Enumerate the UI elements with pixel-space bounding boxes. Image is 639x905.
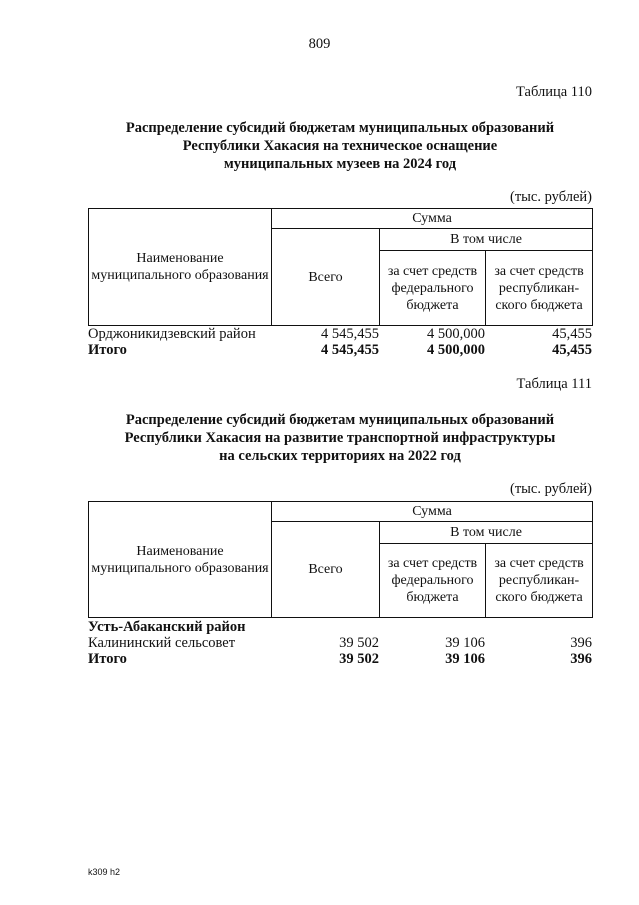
table-row	[88, 326, 592, 342]
row-total: 39 502	[339, 635, 379, 651]
row-republic: 45,455	[552, 326, 592, 342]
header-federal: за счет средств федерального бюджета	[380, 544, 486, 618]
title-line: Распределение субсидий бюджетам муниципальных образований	[125, 412, 555, 428]
header-republic: за счет средств республикан-ского бюджета	[486, 544, 593, 618]
row-federal: 4 500,000	[427, 342, 485, 358]
table-110-label: Таблица 110	[516, 84, 592, 100]
footer-code: k309 h2	[88, 867, 121, 877]
total-row	[88, 342, 592, 358]
title-line: муниципальных музеев на 2024 год	[223, 156, 457, 172]
header-name: Наименование муниципального образования	[89, 209, 272, 326]
total-row	[88, 651, 592, 667]
header-total: Всего	[272, 522, 380, 618]
header-name: Наименование муниципального образования	[89, 502, 272, 618]
table-111-title	[88, 411, 592, 465]
row-name: Калининский сельсовет	[88, 635, 236, 651]
row-name: Итого	[88, 342, 127, 358]
table-110-title	[88, 119, 592, 173]
row-federal: 4 500,000	[427, 326, 485, 342]
table-110-body	[88, 326, 592, 358]
row-name: Итого	[88, 651, 127, 667]
group-row	[88, 619, 592, 635]
units-label: (тыс. рублей)	[510, 189, 592, 205]
row-total: 4 545,455	[321, 326, 379, 342]
header-republic: за счет средств республикан-ского бюджета	[486, 251, 593, 326]
header-including: В том числе	[380, 522, 593, 544]
title-line: Республики Хакасия на развитие транспортной инфраструктуры	[124, 430, 556, 446]
row-republic: 396	[570, 635, 592, 651]
header-federal: за счет средств федерального бюджета	[380, 251, 486, 326]
header-including: В том числе	[380, 229, 593, 251]
header-total: Всего	[272, 229, 380, 326]
units-label: (тыс. рублей)	[510, 481, 592, 497]
row-federal: 39 106	[445, 651, 485, 667]
group-name: Усть-Абаканский район	[88, 619, 246, 635]
row-republic: 45,455	[552, 342, 592, 358]
table-111-body	[88, 619, 592, 667]
table-111-header	[88, 501, 593, 618]
table-110-header	[88, 208, 593, 326]
header-sum: Сумма	[272, 209, 593, 229]
title-line: на сельских территориях на 2022 год	[219, 448, 461, 464]
row-republic: 396	[570, 651, 592, 667]
row-total: 4 545,455	[321, 342, 379, 358]
row-total: 39 502	[339, 651, 379, 667]
page-number: 809	[308, 36, 331, 52]
table-row	[88, 635, 592, 651]
row-federal: 39 106	[445, 635, 485, 651]
title-line: Республики Хакасия на техническое оснащение	[182, 138, 498, 154]
header-sum: Сумма	[272, 502, 593, 522]
title-line: Распределение субсидий бюджетам муниципальных образований	[125, 120, 555, 136]
row-name: Орджоникидзевский район	[88, 326, 256, 342]
table-111-label: Таблица 111	[516, 376, 592, 392]
